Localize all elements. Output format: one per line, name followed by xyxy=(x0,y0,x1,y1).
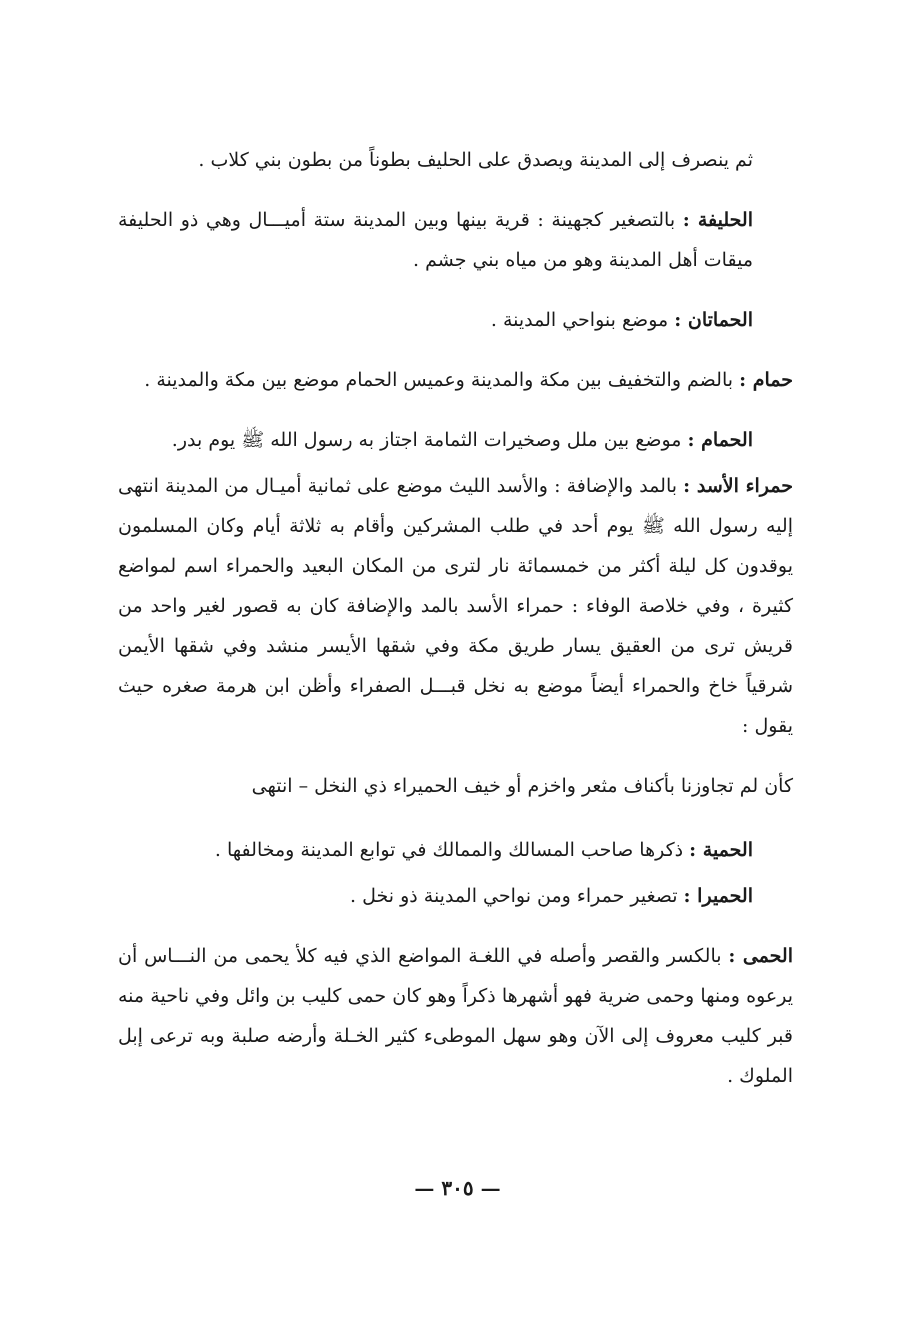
intro-paragraph: ثم ينصرف إلى المدينة ويصدق على الحليف بطوناً من بطون بني كلاب . xyxy=(198,149,753,171)
entry-text: تصغير حمراء ومن نواحي المدينة ذو نخل . xyxy=(350,885,684,907)
entry-humam xyxy=(118,360,793,400)
entry-al-hamatan xyxy=(118,300,793,340)
entry-text: بالتصغير كجهينة : قرية بينها وبين المدينة ستة أميـــال وهي ذو الحليفة ميقات أهل المدينة وهو من مياه بني جشم . xyxy=(118,209,753,271)
entry-hamra-al-asad xyxy=(118,466,793,746)
entry-al-hulayfa xyxy=(118,200,793,280)
headword: حمام : xyxy=(739,369,793,391)
entry-al-hima xyxy=(118,936,793,1096)
entry-text: موضع بين ملل وصخيرات الثمامة اجتاز به رسول الله ﷺ يوم بدر. xyxy=(171,429,688,451)
page-number: — ٣٠٥ — xyxy=(414,1176,501,1200)
poetry-verse: كأن لم تجاوزنا بأكناف مثعر واخزم أو خيف الحميراء ذي النخل – انتهى xyxy=(251,775,793,797)
headword: الحماتان : xyxy=(674,309,753,331)
page-body xyxy=(118,140,793,1116)
headword: الحمى : xyxy=(728,945,793,967)
entry-al-humayra xyxy=(118,876,793,916)
headword: الحمية : xyxy=(689,839,753,861)
entry-text: بالضم والتخفيف بين مكة والمدينة وعميس الحمام موضع بين مكة والمدينة . xyxy=(144,369,740,391)
entry-text: بالمد والإضافة : والأسد الليث موضع على ثمانية أميـال من المدينة انتهى إليه رسول الله ﷺ يوم أحد في طلب المشركين وأقام به ثلاثة أيام وكان المسلمون يوقدون كل ليلة أكثر من خمسمائة نار لترى من المكان البعيد والحمراء اسم لمواضع كثيرة ، وفي خلاصة الوفاء : حمراء الأسد بالمد والإضافة كان به قصور لغير واحد من قريش ترى من العقيق يسار طريق مكة وفي شقها الأيسر منشد وفي شقها الأيمن شرقياً خاخ والحمراء أيضاً موضع به نخل قبـــل الصفراء وأظن ابن هرمة صغره حيث يقول : xyxy=(118,475,793,737)
headword: الحليفة : xyxy=(682,209,753,231)
entry-text: ذكرها صاحب المسالك والممالك في توابع المدينة ومخالفها . xyxy=(214,839,690,861)
entry-al-hamam xyxy=(118,420,793,460)
entry-text: موضع بنواحي المدينة . xyxy=(490,309,675,331)
entry-al-hamiyya xyxy=(118,830,793,870)
headword: الحمام : xyxy=(687,429,753,451)
headword: حمراء الأسد : xyxy=(683,475,793,497)
headword: الحميرا : xyxy=(683,885,753,907)
entry-text: بالكسر والقصر وأصله في اللغـة المواضع الذي فيه كلأ يحمى من النـــاس أن يرعوه ومنها وحمى ضرية فهو أشهرها ذكراً وهو كان حمى كليب بن وائل وفي ناحية منه قبر كليب معروف إلى الآن وهو سهل الموطىء كثير الخـلة وأرضه صلبة وبه ترعى إبل الملوك . xyxy=(118,945,793,1087)
